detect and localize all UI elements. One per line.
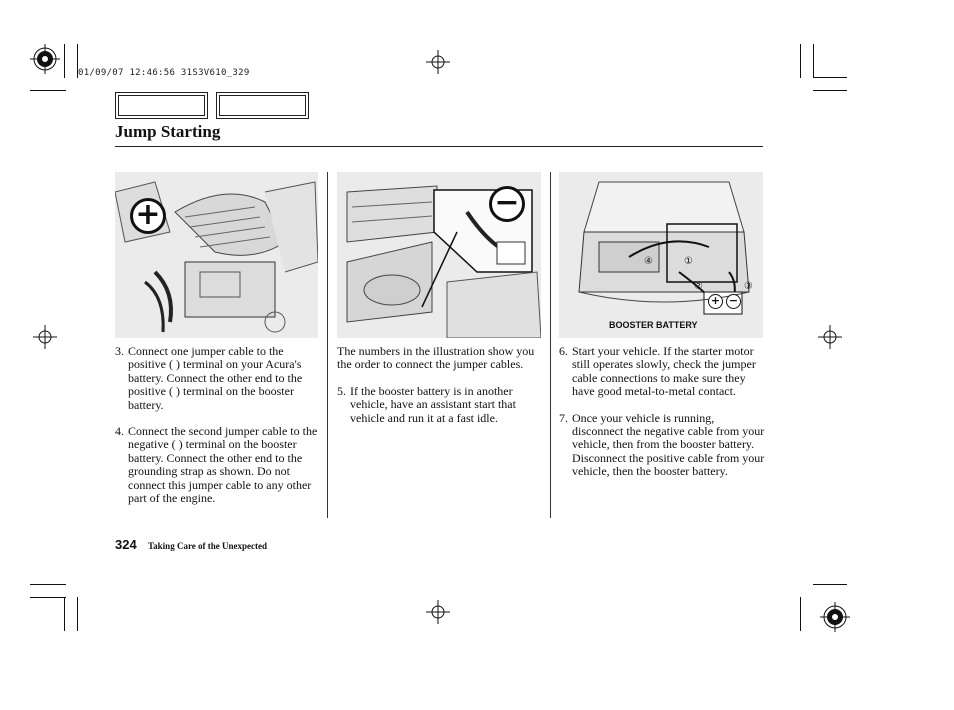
- title-rule: [115, 146, 763, 147]
- booster-negative-icon: −: [726, 294, 741, 309]
- callout-3: ③: [744, 281, 753, 292]
- booster-positive-icon: +: [708, 294, 723, 309]
- crosshair-top-center: [426, 50, 450, 74]
- step-text: Connect one jumper cable to the positive ( ) terminal on your Acura's battery. Connect the other end to the positive ( ) terminal on the booster battery.: [128, 344, 303, 412]
- step-text: Once your vehicle is running, disconnect the negative cable from your vehicle, then from the booster battery. Disconnect the positive cable from your vehicle, then the booster battery.: [572, 410, 765, 479]
- crop-mark: [813, 77, 847, 78]
- page-number: 324: [115, 537, 137, 552]
- crop-mark: [64, 597, 65, 631]
- crop-mark: [813, 584, 847, 585]
- crop-mark: [77, 597, 78, 631]
- illustration-positive-terminal: [115, 172, 318, 338]
- step-7: [559, 412, 765, 479]
- step-number: 6.: [559, 344, 568, 358]
- section-title: Jump Starting: [115, 122, 221, 141]
- print-stamp: 01/09/07 12:46:56 31S3V610_329: [78, 68, 250, 78]
- negative-symbol-icon: −: [489, 186, 525, 222]
- illustration-grounding-strap: [337, 172, 541, 338]
- positive-symbol-icon: +: [130, 198, 166, 234]
- intro-paragraph: The numbers in the illustration show you the order to connect the jumper cables.: [337, 344, 535, 372]
- crop-mark: [30, 584, 66, 585]
- crop-mark: [30, 597, 66, 598]
- step-text: Connect the second jumper cable to the negative ( ) terminal on the booster battery. Connect the other end to the grounding strap as shown. Do not connect this jumper cable to any other part of the engine.: [128, 424, 318, 506]
- step-number: 3.: [115, 344, 124, 358]
- illustration-booster-battery: [559, 172, 763, 338]
- step-text: If the booster battery is in another vehicle, have an assistant start that vehicle and run it at a fast idle.: [350, 383, 516, 425]
- header-tab-1[interactable]: [115, 92, 208, 119]
- column-middle: [337, 345, 544, 438]
- step-5: [337, 385, 544, 425]
- crosshair-left-middle: [33, 325, 57, 349]
- step-number: 5.: [337, 383, 346, 398]
- column-divider-2: [550, 172, 551, 518]
- callout-1: ①: [684, 256, 693, 267]
- column-divider-1: [327, 172, 328, 518]
- crop-mark: [800, 597, 801, 631]
- step-number: 4.: [115, 424, 124, 439]
- step-number: 7.: [559, 410, 568, 425]
- callout-4: ④: [644, 256, 653, 267]
- registration-mark-bottom-right: [820, 602, 850, 632]
- step-4: [115, 425, 320, 505]
- callout-2: ②: [694, 281, 703, 292]
- crop-mark: [813, 44, 814, 78]
- crosshair-bottom-center: [426, 600, 450, 624]
- crop-mark: [813, 90, 847, 91]
- crosshair-right-middle: [818, 325, 842, 349]
- registration-mark-top-left: [30, 44, 60, 74]
- column-right: [559, 345, 765, 492]
- crop-mark: [64, 44, 65, 78]
- step-3: [115, 345, 320, 412]
- crop-mark: [30, 90, 66, 91]
- chapter-title[interactable]: Taking Care of the Unexpected: [148, 541, 267, 551]
- header-tab-2[interactable]: [216, 92, 309, 119]
- column-left: [115, 345, 320, 518]
- booster-battery-caption: BOOSTER BATTERY: [609, 320, 698, 330]
- step-text: Start your vehicle. If the starter motor still operates slowly, check the jumper cable connections to make sure they have good metal-to-metal contact.: [572, 344, 756, 399]
- step-6: [559, 345, 765, 399]
- crop-mark: [800, 44, 801, 78]
